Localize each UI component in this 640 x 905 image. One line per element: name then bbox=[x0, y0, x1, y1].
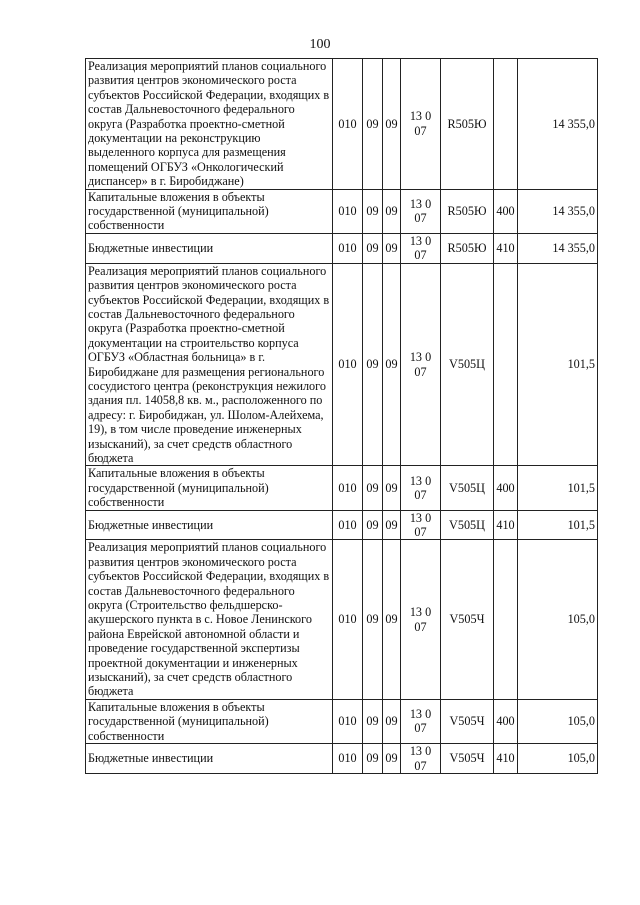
admin-code: 010 bbox=[333, 744, 363, 774]
table-row bbox=[86, 189, 598, 233]
target-code: 13 0 07 bbox=[401, 189, 441, 233]
table-row bbox=[86, 263, 598, 466]
amount: 105,0 bbox=[518, 540, 598, 699]
direction-code: V505Ц bbox=[441, 263, 494, 466]
subsection-code: 09 bbox=[383, 510, 401, 540]
subsection-code: 09 bbox=[383, 263, 401, 466]
section-code: 09 bbox=[363, 744, 383, 774]
row-name: Капитальные вложения в объекты государственной (муниципальной) собственности bbox=[86, 189, 333, 233]
direction-code: V505Ц bbox=[441, 466, 494, 510]
amount: 14 355,0 bbox=[518, 189, 598, 233]
budget-table bbox=[85, 58, 598, 774]
direction-code: R505Ю bbox=[441, 189, 494, 233]
admin-code: 010 bbox=[333, 699, 363, 743]
table-row bbox=[86, 233, 598, 263]
section-code: 09 bbox=[363, 263, 383, 466]
table-row bbox=[86, 466, 598, 510]
table-row bbox=[86, 699, 598, 743]
row-name: Реализация мероприятий планов социального развития центров экономического роста субъектов Российской Федерации, входящих в состав Дальневосточного федерального округа (Разработка проектно-сметной документации на строительство корпуса ОГБУЗ «Областная больница» в г. Биробиджане для размещения регионального сосудистого центра (реконструкция нежилого здания пл. 14058,8 кв. м., расположенного по адресу: г. Биробиджан, ул. Шолом-Алейхема, 19), в том числе проведение инженерных изысканий), за счет средств областного бюджета bbox=[86, 263, 333, 466]
section-code: 09 bbox=[363, 510, 383, 540]
target-code: 13 0 07 bbox=[401, 540, 441, 699]
row-name: Бюджетные инвестиции bbox=[86, 510, 333, 540]
target-code: 13 0 07 bbox=[401, 699, 441, 743]
expense-type-code: 410 bbox=[494, 744, 518, 774]
section-code: 09 bbox=[363, 189, 383, 233]
section-code: 09 bbox=[363, 59, 383, 190]
expense-type-code bbox=[494, 540, 518, 699]
table-row bbox=[86, 59, 598, 190]
subsection-code: 09 bbox=[383, 744, 401, 774]
section-code: 09 bbox=[363, 540, 383, 699]
target-code: 13 0 07 bbox=[401, 59, 441, 190]
row-name: Бюджетные инвестиции bbox=[86, 744, 333, 774]
expense-type-code: 410 bbox=[494, 510, 518, 540]
amount: 105,0 bbox=[518, 699, 598, 743]
amount: 105,0 bbox=[518, 744, 598, 774]
budget-table-body bbox=[86, 59, 598, 774]
section-code: 09 bbox=[363, 699, 383, 743]
admin-code: 010 bbox=[333, 189, 363, 233]
subsection-code: 09 bbox=[383, 189, 401, 233]
row-name: Реализация мероприятий планов социального развития центров экономического роста субъектов Российской Федерации, входящих в состав Дальневосточного федерального округа (Строительство фельдшерско-акушерского пункта в с. Новое Ленинского района Еврейской автономной области и проведение государственной экспертизы проектной документации и инженерных изысканий), за счет средств областного бюджета bbox=[86, 540, 333, 699]
section-code: 09 bbox=[363, 466, 383, 510]
expense-type-code bbox=[494, 59, 518, 190]
expense-type-code: 400 bbox=[494, 699, 518, 743]
row-name: Реализация мероприятий планов социального развития центров экономического роста субъектов Российской Федерации, входящих в состав Дальневосточного федерального округа (Разработка проектно-сметной документации на реконструкцию выделенного корпуса для размещения помещений ОГБУЗ «Онкологический диспансер» в г. Биробиджане) bbox=[86, 59, 333, 190]
target-code: 13 0 07 bbox=[401, 263, 441, 466]
table-row bbox=[86, 510, 598, 540]
admin-code: 010 bbox=[333, 466, 363, 510]
amount: 101,5 bbox=[518, 510, 598, 540]
expense-type-code: 400 bbox=[494, 466, 518, 510]
direction-code: R505Ю bbox=[441, 233, 494, 263]
amount: 14 355,0 bbox=[518, 233, 598, 263]
row-name: Капитальные вложения в объекты государственной (муниципальной) собственности bbox=[86, 466, 333, 510]
subsection-code: 09 bbox=[383, 466, 401, 510]
direction-code: V505Ч bbox=[441, 540, 494, 699]
admin-code: 010 bbox=[333, 510, 363, 540]
amount: 101,5 bbox=[518, 263, 598, 466]
subsection-code: 09 bbox=[383, 59, 401, 190]
target-code: 13 0 07 bbox=[401, 510, 441, 540]
row-name: Капитальные вложения в объекты государственной (муниципальной) собственности bbox=[86, 699, 333, 743]
row-name: Бюджетные инвестиции bbox=[86, 233, 333, 263]
direction-code: R505Ю bbox=[441, 59, 494, 190]
table-row bbox=[86, 744, 598, 774]
target-code: 13 0 07 bbox=[401, 233, 441, 263]
direction-code: V505Ц bbox=[441, 510, 494, 540]
page-number: 100 bbox=[309, 37, 331, 52]
amount: 14 355,0 bbox=[518, 59, 598, 190]
admin-code: 010 bbox=[333, 59, 363, 190]
admin-code: 010 bbox=[333, 540, 363, 699]
expense-type-code: 410 bbox=[494, 233, 518, 263]
table-row bbox=[86, 540, 598, 699]
admin-code: 010 bbox=[333, 233, 363, 263]
target-code: 13 0 07 bbox=[401, 466, 441, 510]
subsection-code: 09 bbox=[383, 699, 401, 743]
admin-code: 010 bbox=[333, 263, 363, 466]
target-code: 13 0 07 bbox=[401, 744, 441, 774]
subsection-code: 09 bbox=[383, 540, 401, 699]
section-code: 09 bbox=[363, 233, 383, 263]
subsection-code: 09 bbox=[383, 233, 401, 263]
expense-type-code: 400 bbox=[494, 189, 518, 233]
direction-code: V505Ч bbox=[441, 744, 494, 774]
expense-type-code bbox=[494, 263, 518, 466]
direction-code: V505Ч bbox=[441, 699, 494, 743]
amount: 101,5 bbox=[518, 466, 598, 510]
